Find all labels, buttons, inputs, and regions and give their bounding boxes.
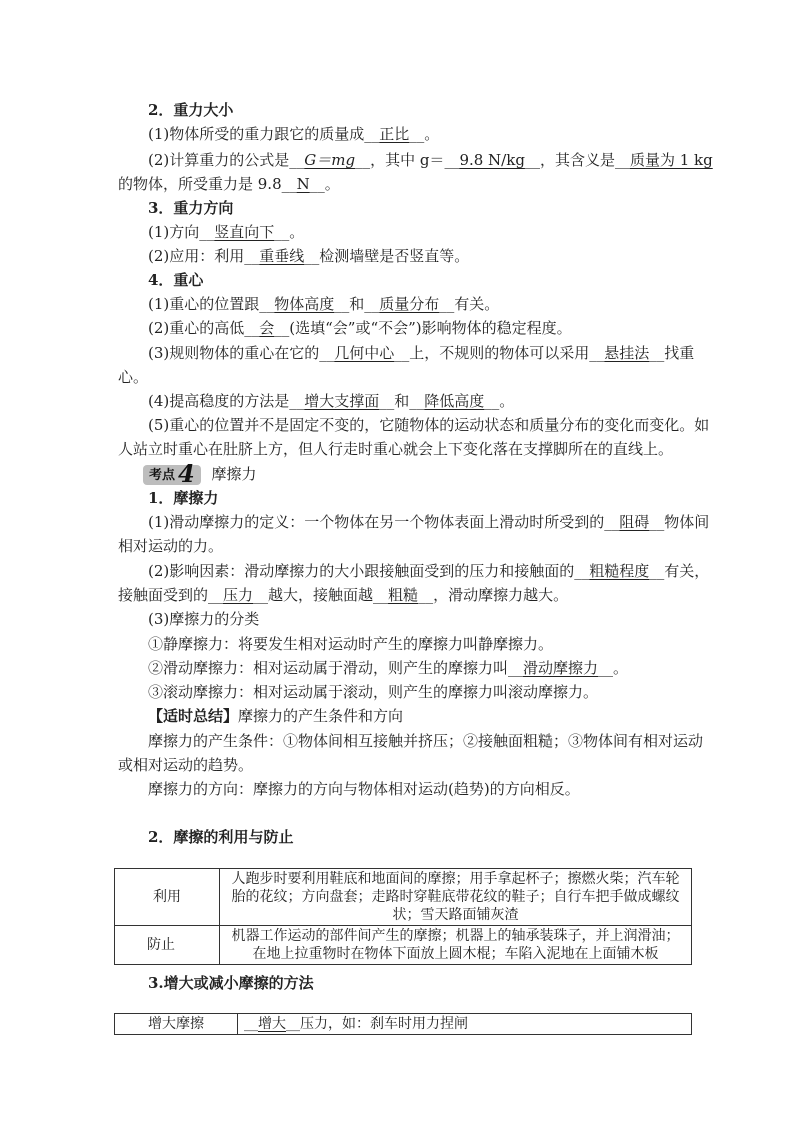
center-item-3: (3)规则物体的重心在它的__几何中心__上，不规则的物体可以采用__悬挂法__找重 — [148, 344, 695, 362]
center-item-3-cont: 心。 — [118, 368, 149, 386]
gravity-dir-item-2: (2)应用：利用__重垂线__检测墙壁是否竖直等。 — [148, 247, 470, 265]
methods-table — [114, 1013, 692, 1035]
answer-blank: 正比 — [379, 125, 410, 143]
friction-item-3: (3)摩擦力的分类 — [148, 610, 260, 628]
section-heading-methods: 3.增大或减小摩擦的方法 — [148, 974, 314, 992]
kaodian-heading — [143, 459, 257, 488]
table-row-label: 增大摩擦 — [115, 1014, 238, 1035]
friction-rolling: ③滚动摩擦力：相对运动属于滚动，则产生的摩擦力叫滚动摩擦力。 — [148, 683, 599, 701]
friction-static: ①静摩擦力：将要发生相对运动时产生的摩擦力叫静摩擦力。 — [148, 635, 554, 653]
answer-blank: 会 — [259, 319, 275, 337]
answer-blank: 粗糙程度 — [589, 562, 650, 580]
answer-blank: 压力 — [223, 586, 254, 604]
answer-blank: 增大支撑面 — [304, 392, 380, 410]
friction-sliding: ②滑动摩擦力：相对运动属于滑动，则产生的摩擦力叫__滑动摩擦力__。 — [148, 659, 629, 677]
table-cell: 人跑步时要利用鞋底和地面间的摩擦；用手拿起杯子；擦燃火柴；汽车轮 胎的花纹；方向盘套；走路时穿鞋底带花纹的鞋子；自行车把手做成螺纹 状；雪天路面铺灰渣 — [220, 869, 692, 926]
answer-blank: 竖直向下 — [214, 223, 275, 241]
gravity-size-item-2: (2)计算重力的公式是__G＝mg__，其中 g＝__9.8 N/kg__，其含义是__质量为 1 kg — [148, 151, 713, 169]
section-heading-gravity-size: 2．重力大小 — [148, 101, 234, 119]
section-heading-use-prevent: 2．摩擦的利用与防止 — [148, 828, 294, 846]
answer-blank: 滑动摩擦力 — [523, 659, 599, 677]
answer-blank: 物体高度 — [274, 295, 335, 313]
summary-direction: 摩擦力的方向：摩擦力的方向与物体相对运动(趋势)的方向相反。 — [148, 780, 580, 798]
table-row — [115, 869, 692, 926]
gravity-dir-item-1: (1)方向__竖直向下__。 — [148, 223, 305, 241]
section-heading-friction: 1．摩擦力 — [148, 489, 219, 507]
section-heading-center: 4．重心 — [148, 271, 204, 289]
table-cell: 机器工作运动的部件间产生的摩擦；机器上的轴承装珠子，并上润滑油； 在地上拉重物时在物体下面放上圆木棍；车陷入泥地在上面铺木板 — [220, 926, 692, 965]
table-row — [115, 926, 692, 965]
answer-blank: N — [296, 175, 310, 193]
answer-blank: 悬挂法 — [604, 344, 650, 362]
table-row — [115, 1014, 692, 1035]
friction-item-2-cont: 接触面受到的__压力__越大，接触面越__粗糙__，滑动摩擦力越大。 — [118, 586, 569, 604]
answer-blank: 几何中心 — [334, 344, 395, 362]
summary-heading: 【适时总结】摩擦力的产生条件和方向 — [148, 707, 404, 725]
friction-item-1-cont: 相对运动的力。 — [118, 537, 224, 555]
center-item-4: (4)提高稳度的方法是__增大支撑面__和__降低高度__。 — [148, 392, 515, 410]
friction-item-1: (1)滑动摩擦力的定义：一个物体在另一个物体表面上滑动时所受到的__阻碍__物体间 — [148, 513, 710, 531]
center-item-2: (2)重心的高低__会__(选填“会”或“不会”)影响物体的稳定程度。 — [148, 319, 572, 337]
center-item-1: (1)重心的位置跟__物体高度__和__质量分布__有关。 — [148, 295, 500, 313]
center-item-5-cont: 人站立时重心在肚脐上方，但人行走时重心就会上下变化落在支撑脚所在的直线上。 — [118, 440, 674, 458]
gravity-size-item-1: (1)物体所受的重力跟它的质量成__正比__。 — [148, 125, 440, 143]
answer-blank: 阻碍 — [619, 513, 650, 531]
gravity-size-item-2-cont: 的物体，所受重力是 9.8__N__。 — [118, 175, 340, 193]
summary-condition-cont: 或相对运动的趋势。 — [118, 756, 254, 774]
answer-blank: 质量为 1 kg — [629, 151, 713, 169]
answer-blank: G＝mg — [304, 151, 356, 169]
section-heading-gravity-direction: 3．重力方向 — [148, 199, 234, 217]
friction-item-2: (2)影响因素：滑动摩擦力的大小跟接触面受到的压力和接触面的__粗糙程度__有关， — [148, 562, 710, 580]
answer-blank: 降低高度 — [424, 392, 485, 410]
answer-blank: 增大 — [258, 1016, 286, 1032]
table-row-label: 防止 — [115, 926, 220, 965]
answer-blank: 粗糙 — [388, 586, 419, 604]
kaodian-badge: 考点 4 — [143, 465, 201, 485]
center-item-5: (5)重心的位置并不是固定不变的，它随物体的运动状态和质量分布的变化而变化。如 — [148, 416, 710, 434]
kaodian-title: 摩擦力 — [211, 465, 257, 483]
table-cell: __增大__压力，如：刹车时用力捏闸 — [238, 1014, 692, 1035]
answer-blank: 质量分布 — [379, 295, 440, 313]
answer-blank: 9.8 N/kg — [459, 151, 525, 169]
answer-blank: 重垂线 — [259, 247, 305, 265]
use-prevent-table — [114, 868, 692, 965]
table-row-label: 利用 — [115, 869, 220, 926]
summary-condition: 摩擦力的产生条件：①物体间相互接触并挤压；②接触面粗糙；③物体间有相对运动 — [148, 732, 704, 750]
